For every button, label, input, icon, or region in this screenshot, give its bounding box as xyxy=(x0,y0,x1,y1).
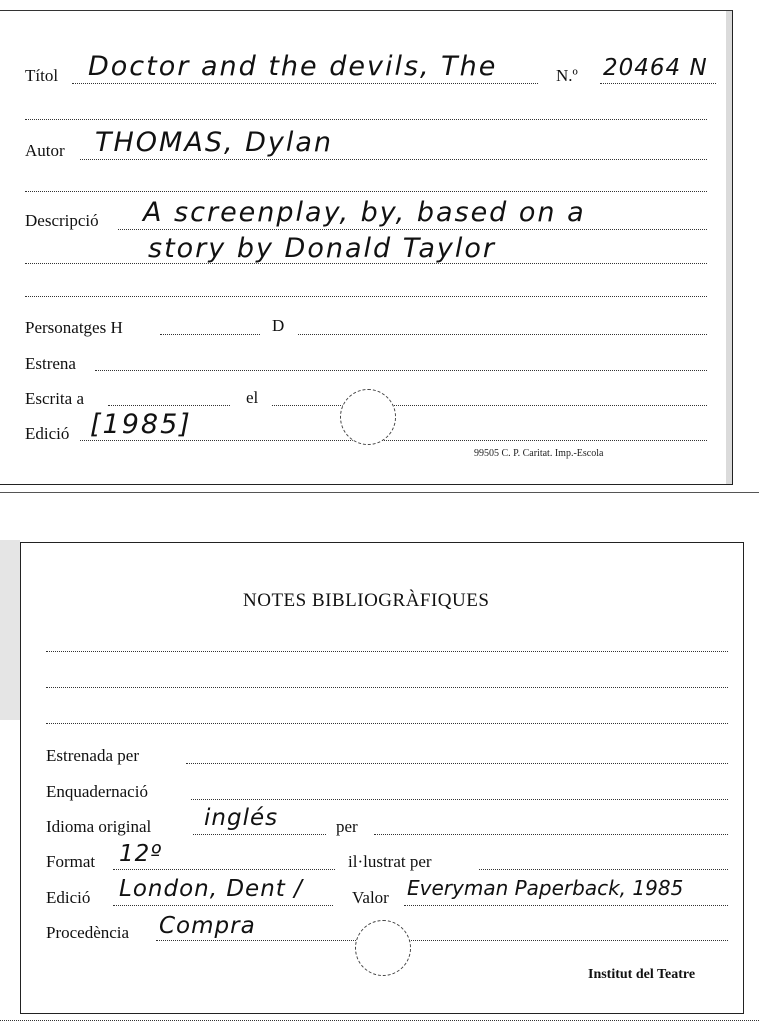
institution-name: Institut del Teatre xyxy=(588,967,696,982)
personatges-label: Personatges H xyxy=(25,318,123,337)
format-dotted-line xyxy=(113,869,335,870)
descripcio-line1: A screenplay, by, based on a xyxy=(143,197,586,228)
descripcio-label: Descripció xyxy=(25,211,99,230)
titol-label: Títol xyxy=(25,66,59,85)
estrenada-label: Estrenada per xyxy=(46,746,139,765)
estrena-dotted-line xyxy=(95,370,707,371)
autor-label: Autor xyxy=(25,141,65,160)
el-label: el xyxy=(246,388,259,407)
per-dotted-line xyxy=(374,834,728,835)
catalog-card-front xyxy=(0,10,733,485)
autor-dotted-line xyxy=(80,159,707,160)
card-separator xyxy=(0,492,759,493)
rule-line xyxy=(25,119,707,120)
escrita-dotted-line xyxy=(108,405,230,406)
card-edge-left xyxy=(0,540,20,720)
procedencia-label: Procedència xyxy=(46,923,130,942)
rule-line xyxy=(46,723,728,724)
card-edge xyxy=(726,11,732,484)
autor-value: THOMAS, Dylan xyxy=(95,127,334,158)
rule-line xyxy=(46,651,728,652)
idioma-label: Idioma original xyxy=(46,817,152,836)
rule-line xyxy=(25,191,707,192)
descripcio-line2: story by Donald Taylor xyxy=(148,233,497,264)
printer-imprint: 99505 C. P. Caritat. Imp.-Escola xyxy=(474,448,604,459)
estrenada-dotted-line xyxy=(186,763,728,764)
idioma-value: inglés xyxy=(204,805,279,831)
bottom-edge-line xyxy=(0,1020,759,1021)
num-dotted-line xyxy=(600,83,716,84)
d-label: D xyxy=(272,316,285,335)
punch-hole xyxy=(340,389,396,445)
edicio-back-label: Edició xyxy=(46,888,91,907)
edicio-back-dotted-line xyxy=(113,905,333,906)
personatges-h-dotted-line xyxy=(160,334,260,335)
edicio-back-value: London, Dent / xyxy=(119,876,303,902)
num-value: 20464 N xyxy=(603,55,708,81)
punch-hole xyxy=(355,920,411,976)
illustrat-dotted-line xyxy=(479,869,728,870)
escrita-label: Escrita a xyxy=(25,389,84,408)
procedencia-value: Compra xyxy=(159,913,256,939)
procedencia-dotted-line xyxy=(156,940,728,941)
catalog-card-back xyxy=(20,542,744,1014)
format-label: Format xyxy=(46,852,96,871)
titol-dotted-line xyxy=(72,83,538,84)
illustrat-label: il·lustrat per xyxy=(348,852,432,871)
edicio-value: [1985] xyxy=(90,409,192,440)
format-value: 12º xyxy=(119,841,163,867)
num-label: N.º xyxy=(556,66,578,85)
rule-line xyxy=(46,687,728,688)
idioma-dotted-line xyxy=(193,834,326,835)
el-dotted-line xyxy=(272,405,707,406)
enquadernacio-label: Enquadernació xyxy=(46,782,148,801)
notes-title: NOTES BIBLIOGRÀFIQUES xyxy=(243,590,490,611)
edicio-dotted-line xyxy=(80,440,707,441)
rule-line xyxy=(25,296,707,297)
descripcio-dotted-line xyxy=(118,229,707,230)
personatges-d-dotted-line xyxy=(298,334,707,335)
enquadernacio-dotted-line xyxy=(191,799,728,800)
valor-dotted-line xyxy=(404,905,728,906)
per-label: per xyxy=(336,817,358,836)
valor-value: Everyman Paperback, 1985 xyxy=(407,876,684,900)
valor-label: Valor xyxy=(352,888,389,907)
estrena-label: Estrena xyxy=(25,354,76,373)
edicio-label: Edició xyxy=(25,424,70,443)
titol-value: Doctor and the devils, The xyxy=(88,51,498,82)
